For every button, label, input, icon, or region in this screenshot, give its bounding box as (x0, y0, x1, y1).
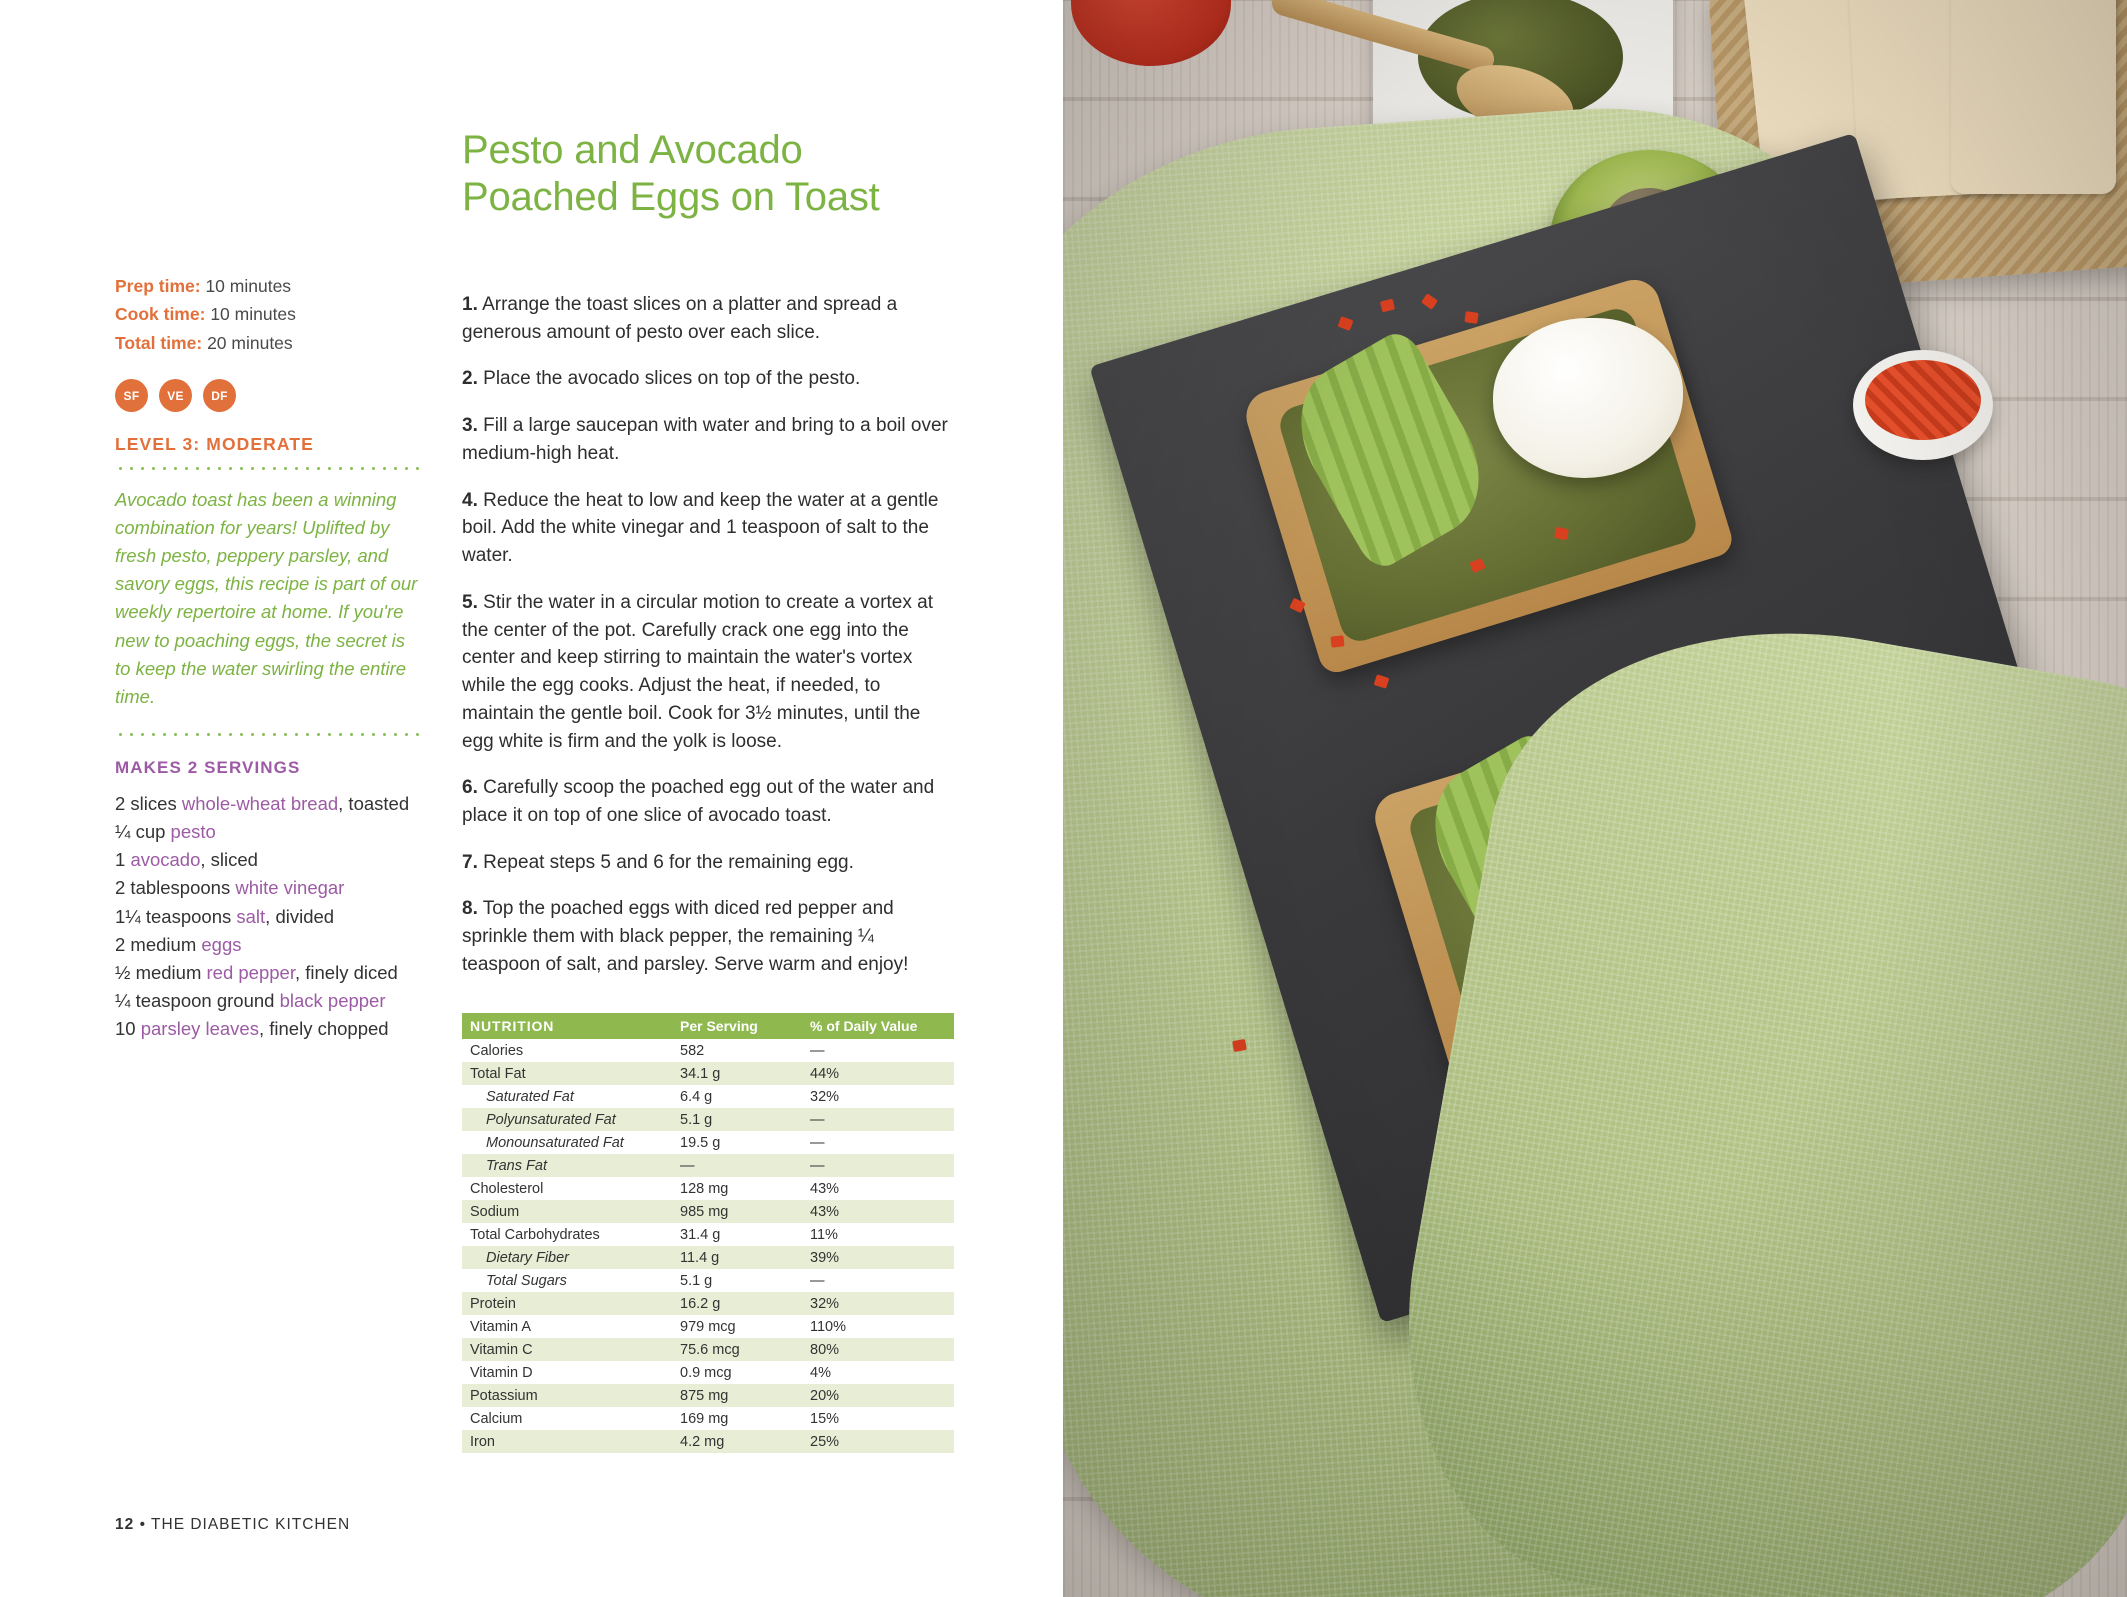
step-number: 2. (462, 368, 478, 390)
nutrient-name: Cholesterol (470, 1180, 544, 1197)
list-item (115, 818, 425, 845)
step-text: Arrange the toast slices on a platter and spread a generous amount of pesto over each slice. (462, 294, 898, 343)
nutrient-daily-value: 11% (810, 1226, 838, 1243)
photo-vignette (1063, 0, 2127, 1597)
step-text: Top the poached eggs with diced red pepper and sprinkle them with black pepper, the remaining ¼ teaspoon of salt, and parsley. Serve warm and enjoy! (462, 898, 909, 975)
ingredient-pre: 10 (115, 1018, 141, 1040)
table-row (462, 1292, 954, 1315)
list-item (115, 959, 425, 986)
prep-time-row (115, 272, 425, 300)
diet-badge-group (115, 379, 425, 412)
badge-ve-icon: VE (159, 379, 192, 412)
table-row (462, 1108, 954, 1131)
ingredient-post: , divided (265, 905, 335, 927)
ingredient-pre: 1 (115, 849, 131, 871)
nutrient-daily-value: 43% (810, 1180, 840, 1197)
table-row (462, 1085, 954, 1108)
table-row (462, 1407, 954, 1430)
prep-time-label: Prep time: (115, 276, 201, 296)
nutrient-per-serving: 31.4 g (680, 1226, 721, 1243)
nutrient-daily-value: — (802, 1108, 954, 1131)
badge-sf-icon: SF (115, 379, 148, 412)
table-row (462, 1062, 954, 1085)
step-4 (462, 487, 954, 570)
list-item (115, 790, 425, 817)
step-number: 6. (462, 777, 478, 799)
book-title: THE DIABETIC KITCHEN (151, 1516, 351, 1533)
step-text: Reduce the heat to low and keep the water at a gentle boil. Add the white vinegar and 1 teaspoon of salt to the water. (462, 489, 939, 567)
ingredient-highlight: salt (236, 905, 266, 927)
nutrient-daily-value: 20% (802, 1384, 954, 1407)
nutrition-header-name: NUTRITION (462, 1013, 672, 1039)
nutrient-name: Polyunsaturated Fat (462, 1108, 672, 1131)
nutrition-table (462, 1013, 954, 1453)
table-row (462, 1269, 954, 1292)
nutrition-header-daily-value: % of Daily Value (802, 1013, 954, 1039)
ingredient-pre: 2 medium (115, 933, 202, 955)
nutrient-name: Protein (462, 1292, 672, 1315)
recipe-photo (1063, 0, 2127, 1597)
ingredient-post: , toasted (338, 792, 410, 814)
nutrient-name: Total Sugars (486, 1272, 567, 1289)
ingredient-pre: 1¼ teaspoons (115, 905, 237, 927)
nutrient-name: Calcium (470, 1410, 523, 1427)
nutrition-header-per-serving: Per Serving (672, 1013, 802, 1039)
instruction-list (462, 272, 954, 994)
divider-dotted-bottom (115, 733, 425, 736)
nutrient-daily-value: — (810, 1042, 825, 1059)
ingredient-pre: ½ medium (115, 962, 207, 984)
table-row (462, 1338, 954, 1361)
nutrient-name: Total Carbohydrates (470, 1226, 600, 1243)
step-number: 4. (462, 489, 478, 511)
nutrient-name: Vitamin C (462, 1338, 672, 1361)
cook-time-row (115, 300, 425, 328)
nutrient-per-serving: 34.1 g (672, 1062, 802, 1085)
ingredient-highlight: parsley leaves (140, 1018, 259, 1040)
nutrient-name: Iron (462, 1430, 672, 1453)
nutrient-per-serving: 169 mg (680, 1410, 729, 1427)
table-row (462, 1223, 954, 1246)
nutrient-daily-value: — (802, 1154, 954, 1177)
table-row (462, 1430, 954, 1453)
step-number: 3. (462, 415, 478, 437)
table-row (462, 1246, 954, 1269)
ingredient-list (115, 790, 425, 1043)
table-row (462, 1131, 954, 1154)
nutrient-daily-value: 39% (802, 1246, 954, 1269)
divider-dotted-top (115, 467, 425, 470)
nutrient-name: Vitamin D (470, 1364, 533, 1381)
step-number: 8. (462, 898, 478, 920)
ingredient-pre: 2 slices (115, 792, 182, 814)
nutrient-name: Total Fat (462, 1062, 672, 1085)
recipe-text-page (0, 0, 1063, 1597)
nutrient-name: Dietary Fiber (462, 1246, 672, 1269)
step-text: Stir the water in a circular motion to create a vortex at the center of the pot. Carefully crack one egg into the center and keep stirring to maintain the water's vortex while the egg cooks. Adjust the heat, if needed, to maintain the gentle boil. Cook for 3½ minutes, until the egg white is firm and the yolk is loose. (462, 591, 933, 752)
list-item (115, 846, 425, 873)
ingredient-pre: ¼ teaspoon ground (115, 990, 280, 1012)
ingredient-highlight: avocado (130, 849, 201, 871)
table-row (462, 1315, 954, 1338)
nutrient-daily-value: 15% (810, 1410, 840, 1427)
nutrient-name: Sodium (462, 1200, 672, 1223)
table-row (462, 1361, 954, 1384)
nutrient-per-serving: 11.4 g (672, 1246, 802, 1269)
nutrient-name: Trans Fat (462, 1154, 672, 1177)
ingredient-post: , finely chopped (258, 1018, 389, 1040)
nutrient-per-serving: 5.1 g (672, 1108, 802, 1131)
nutrient-daily-value: 32% (802, 1292, 954, 1315)
nutrient-per-serving: 19.5 g (680, 1134, 721, 1151)
ingredient-pre: 2 tablespoons (115, 877, 236, 899)
nutrient-per-serving: 0.9 mcg (680, 1364, 732, 1381)
list-item (115, 987, 425, 1014)
nutrient-daily-value: 43% (802, 1200, 954, 1223)
ingredient-post: , sliced (200, 849, 258, 871)
total-time-label: Total time: (115, 332, 203, 353)
recipe-meta-column (115, 272, 425, 1044)
table-row (462, 1384, 954, 1407)
nutrient-per-serving: 4.2 mg (672, 1430, 802, 1453)
list-item (115, 1015, 425, 1042)
nutrient-per-serving: 16.2 g (672, 1292, 802, 1315)
nutrient-daily-value: 4% (810, 1364, 831, 1381)
nutrient-per-serving: 5.1 g (680, 1272, 713, 1289)
nutrient-daily-value: 25% (802, 1430, 954, 1453)
nutrient-daily-value: 80% (802, 1338, 954, 1361)
ingredient-post: , finely diced (294, 962, 398, 984)
list-item (115, 903, 425, 930)
nutrient-daily-value: — (810, 1134, 825, 1151)
nutrient-per-serving: 985 mg (672, 1200, 802, 1223)
difficulty-level: LEVEL 3: MODERATE (115, 434, 314, 455)
badge-df-icon: DF (203, 379, 236, 412)
step-8 (462, 895, 954, 978)
ingredient-highlight: red pepper (206, 962, 295, 984)
nutrient-daily-value: 44% (802, 1062, 954, 1085)
step-number: 1. (462, 294, 478, 315)
total-time-row (115, 329, 425, 357)
recipe-intro: Avocado toast has been a winning combination for years! Uplifted by fresh pesto, peppery parsley, and savory eggs, this recipe is part of our weekly repertoire at home. If you're new to poaching eggs, the secret is to keep the water swirling the entire time. (115, 489, 418, 707)
time-list (115, 272, 425, 357)
step-6 (462, 774, 954, 829)
list-item (115, 931, 425, 958)
cook-time-value: 10 minutes (210, 304, 296, 325)
step-text: Fill a large saucepan with water and bring to a boil over medium-high heat. (462, 415, 948, 464)
step-5 (462, 589, 954, 755)
servings-label: MAKES 2 SERVINGS (115, 757, 301, 777)
ingredient-pre: ¼ cup (115, 821, 171, 843)
nutrient-per-serving: — (672, 1154, 802, 1177)
step-text: Carefully scoop the poached egg out of the water and place it on top of one slice of avocado toast. (462, 777, 935, 827)
total-time-value: 20 minutes (207, 332, 293, 353)
nutrient-per-serving: 75.6 mcg (672, 1338, 802, 1361)
nutrient-per-serving: 6.4 g (680, 1088, 713, 1105)
step-2 (462, 365, 954, 393)
nutrient-daily-value: 110% (810, 1318, 847, 1335)
nutrient-name: Potassium (462, 1384, 672, 1407)
nutrient-per-serving: 128 mg (680, 1180, 729, 1197)
nutrient-daily-value: 32% (810, 1088, 840, 1105)
nutrient-per-serving: 582 (680, 1042, 705, 1059)
step-text: Place the avocado slices on top of the pesto. (483, 368, 861, 390)
table-row (462, 1154, 954, 1177)
table-row (462, 1039, 954, 1062)
page-footer (115, 1516, 350, 1534)
table-header-row (462, 1013, 954, 1039)
step-7 (462, 849, 954, 877)
nutrient-per-serving: 979 mcg (680, 1318, 736, 1335)
nutrient-name: Saturated Fat (486, 1088, 574, 1105)
table-row (462, 1200, 954, 1223)
ingredient-highlight: pesto (170, 821, 216, 843)
nutrient-name: Monounsaturated Fat (486, 1134, 624, 1151)
ingredient-highlight: black pepper (279, 990, 386, 1012)
nutrient-daily-value: — (810, 1272, 825, 1289)
page-number: 12 (115, 1516, 135, 1533)
nutrient-per-serving: 875 mg (672, 1384, 802, 1407)
step-number: 7. (462, 851, 478, 873)
ingredient-highlight: white vinegar (235, 877, 345, 899)
nutrient-name: Calories (470, 1042, 524, 1059)
cook-time-label: Cook time: (115, 304, 206, 325)
list-item (115, 874, 425, 901)
step-1 (462, 291, 954, 346)
nutrient-name: Vitamin A (470, 1318, 531, 1335)
ingredient-highlight: eggs (201, 933, 242, 955)
page-title: Pesto and Avocado Poached Eggs on Toast (462, 127, 880, 219)
step-text: Repeat steps 5 and 6 for the remaining egg. (483, 851, 854, 873)
step-3 (462, 412, 954, 467)
footer-separator: • (139, 1516, 146, 1533)
table-row (462, 1177, 954, 1200)
ingredient-highlight: whole-wheat bread (181, 792, 339, 814)
step-number: 5. (462, 591, 478, 613)
prep-time-value: 10 minutes (205, 276, 292, 296)
